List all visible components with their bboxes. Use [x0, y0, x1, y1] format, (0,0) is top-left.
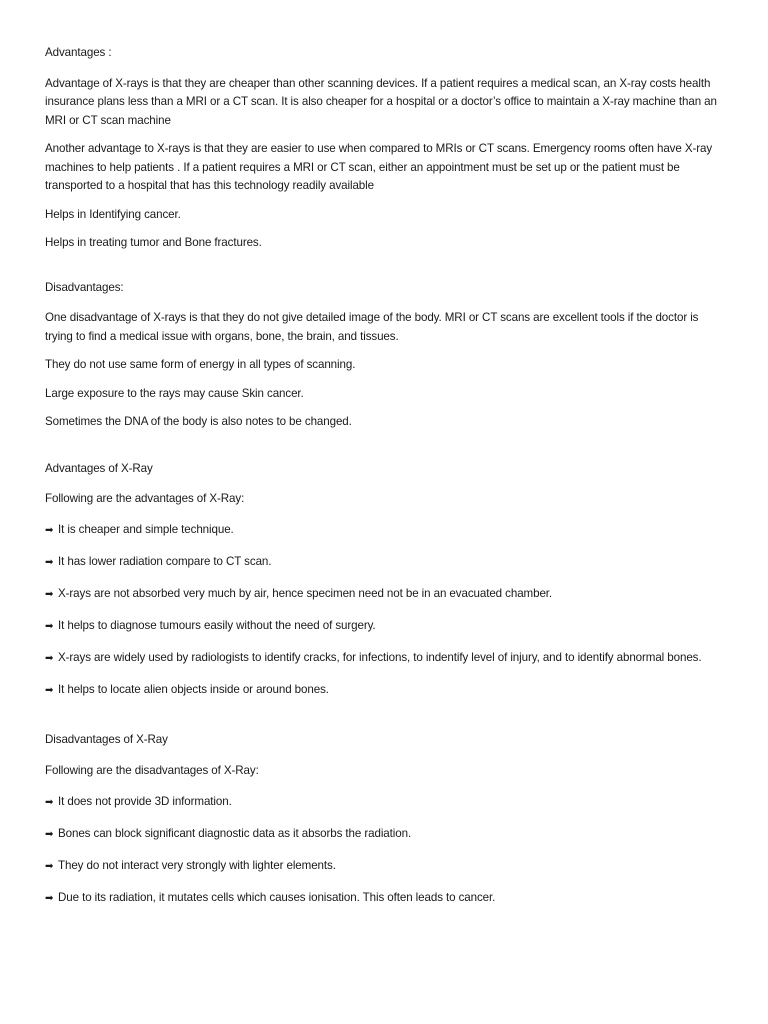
list-item [45, 649, 725, 669]
list-item [45, 617, 725, 637]
disadvantages-paragraph-dna: Sometimes the DNA of the body is also notes to be changed. [45, 415, 352, 428]
section-spacer [45, 713, 725, 731]
arrow-bullet-icon: ➡ [45, 557, 54, 568]
arrow-bullet-icon: ➡ [45, 525, 54, 536]
advantages-paragraph-tumor: Helps in treating tumor and Bone fractures. [45, 236, 262, 249]
advantages-paragraph-ease: Another advantage to X-rays is that they are easier to use when compared to MRIs or CT scans. Emergency rooms often have X-ray machines to help patients . If a patient requires a MRI or CT scan, either an appointment must be set up or the patient must be transported to a hospital that has this technology readily available [45, 142, 713, 192]
document-page [45, 44, 725, 921]
advantages-heading: Advantages : [45, 46, 112, 59]
list-item [45, 857, 725, 877]
list-item-text: It helps to diagnose tumours easily without the need of surgery. [58, 619, 376, 632]
advantages-of-xray-intro: Following are the advantages of X-Ray: [45, 492, 245, 505]
section-spacer [45, 442, 725, 460]
list-item-text: They do not interact very strongly with lighter elements. [58, 858, 336, 872]
list-item-text: Due to its radiation, it mutates cells which causes ionisation. This often leads to cancer. [58, 890, 496, 904]
list-item [45, 889, 725, 909]
disadvantages-paragraph-energy: They do not use same form of energy in all types of scanning. [45, 358, 356, 371]
list-item [45, 553, 725, 573]
disadvantages-heading: Disadvantages: [45, 280, 124, 294]
arrow-bullet-icon: ➡ [45, 589, 54, 600]
arrow-bullet-icon: ➡ [45, 653, 54, 664]
list-item [45, 825, 725, 845]
list-item-text: It helps to locate alien objects inside or around bones. [58, 683, 329, 696]
list-item [45, 793, 725, 813]
arrow-bullet-icon: ➡ [45, 892, 54, 904]
arrow-bullet-icon: ➡ [45, 796, 54, 808]
advantages-of-xray-heading: Advantages of X-Ray [45, 461, 153, 475]
advantages-paragraph-cancer: Helps in Identifying cancer. [45, 207, 181, 221]
list-item-text: X-rays are not absorbed very much by air, hence specimen need not be in an evacuated chamber. [58, 587, 553, 600]
list-item [45, 681, 725, 701]
list-item-text: Bones can block significant diagnostic data as it absorbs the radiation. [58, 826, 412, 840]
list-item-text: X-rays are widely used by radiologists to identify cracks, for infections, to indentify level of injury, and to identify abnormal bones. [58, 651, 702, 664]
list-item-text: It does not provide 3D information. [58, 794, 232, 808]
list-item [45, 585, 725, 605]
arrow-bullet-icon: ➡ [45, 621, 54, 632]
arrow-bullet-icon: ➡ [45, 685, 54, 696]
disadvantages-paragraph-exposure: Large exposure to the rays may cause Skin cancer. [45, 386, 304, 400]
list-item [45, 521, 725, 541]
arrow-bullet-icon: ➡ [45, 828, 54, 840]
list-item-text: It is cheaper and simple technique. [58, 523, 234, 536]
advantages-paragraph-cost: Advantage of X-rays is that they are cheaper than other scanning devices. If a patient requires a medical scan, an X-ray costs health insurance plans less than a MRI or a CT scan. It is also cheaper for a hospital or a doctor’s office to maintain a X-ray machine than an MRI or CT scan machine [45, 76, 717, 127]
list-item-text: It has lower radiation compare to CT scan. [58, 555, 272, 568]
disadvantages-of-xray-intro: Following are the disadvantages of X-Ray: [45, 763, 259, 777]
arrow-bullet-icon: ➡ [45, 860, 54, 872]
disadvantages-of-xray-heading: Disadvantages of X-Ray [45, 733, 168, 746]
disadvantages-paragraph-detail: One disadvantage of X-rays is that they do not give detailed image of the body. MRI or CT scans are excellent tools if the doctor is trying to find a medical issue with organs, bone, the brain, and tissues. [45, 311, 699, 343]
section-spacer [45, 263, 725, 279]
